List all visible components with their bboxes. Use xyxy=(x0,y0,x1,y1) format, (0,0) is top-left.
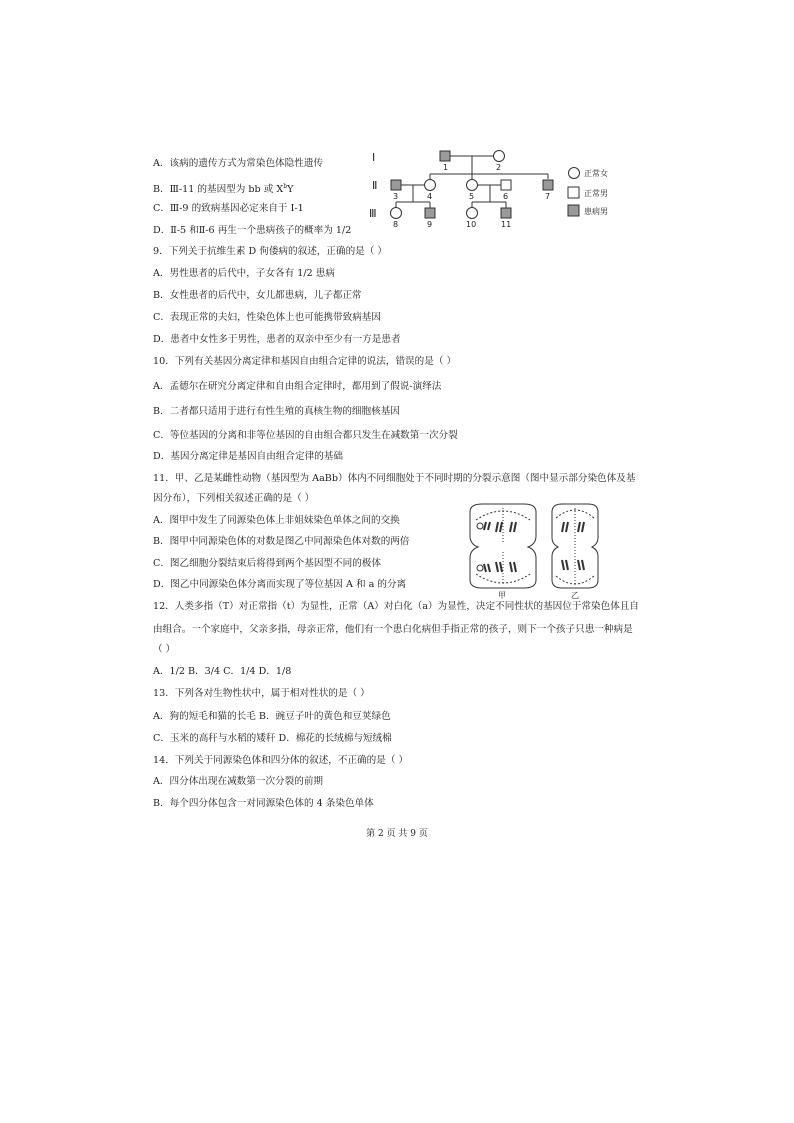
pedigree-individual-5 xyxy=(467,180,478,191)
q11-stem-1: 11．甲、乙是某雌性动物（基因型为 AaBb）体内不同细胞处于不同时期的分裂示意图（图中显示部分染色体及基 xyxy=(153,473,636,484)
q8-option-c: C．Ⅲ-9 的致病基因必定来自于 Ⅰ-1 xyxy=(153,203,304,214)
q8-option-b-text: B．Ⅲ-11 的基因型为 bb 或 X xyxy=(153,184,284,196)
q9-stem: 9．下列关于抗维生素 D 佝偻病的叙述，正确的是（ ） xyxy=(153,246,388,257)
q11-option-b: B．图甲中同源染色体的对数是图乙中同源染色体对数的两倍 xyxy=(153,536,410,547)
q8-option-d: D．Ⅱ-5 和Ⅱ-6 再生一个患病孩子的概率为 1/2 xyxy=(153,225,352,236)
pedigree-individual-6 xyxy=(501,180,511,190)
q9-option-c: C．表现正常的夫妇，性染色体上也可能携带致病基因 xyxy=(153,312,381,323)
label-4: 4 xyxy=(427,192,433,201)
pedigree-individual-9 xyxy=(425,208,435,218)
legend-affected-male: 患病男 xyxy=(584,207,608,216)
q9-option-d: D．患者中女性多于男性，患者的双亲中至少有一方是患者 xyxy=(153,334,401,345)
gen-label-3: Ⅲ xyxy=(369,207,377,220)
chromosome-marker xyxy=(477,565,483,571)
q12-stem-3: （ ） xyxy=(153,644,176,655)
q10-option-d: D．基因分离定律是基因自由组合定律的基础 xyxy=(153,451,343,462)
pedigree-individual-3 xyxy=(391,180,401,190)
pedigree-individual-4 xyxy=(425,180,436,191)
q11-stem-2: 因分布），下列相关叙述正确的是（ ） xyxy=(153,493,315,504)
cell-jia xyxy=(470,504,536,588)
label-jia: 甲 xyxy=(498,591,506,600)
legend-square-icon xyxy=(568,187,579,198)
cell-division-figure xyxy=(462,500,602,600)
q10-option-a: A．孟德尔在研究分离定律和自由组合定律时，都用到了假说-演绎法 xyxy=(153,381,442,392)
q13-options-ab: A．狗的短毛和猫的长毛 B．豌豆子叶的黄色和豆荚绿色 xyxy=(153,711,391,722)
legend-filled-square-icon xyxy=(568,205,579,216)
label-3: 3 xyxy=(393,192,399,201)
q13-options-cd: C．玉米的高秆与水稻的矮秆 D．棉花的长绒棉与短绒棉 xyxy=(153,733,392,744)
legend-circle-icon xyxy=(569,168,580,179)
pedigree-individual-1 xyxy=(440,151,450,161)
label-8: 8 xyxy=(393,220,399,229)
pedigree-individual-11 xyxy=(501,208,511,218)
q11-option-a: A．图甲中发生了同源染色体上非姐妹染色单体之间的交换 xyxy=(153,515,400,526)
gen-label-1: Ⅰ xyxy=(372,151,376,164)
pedigree-individual-2 xyxy=(494,151,505,162)
pedigree-individual-7 xyxy=(543,180,553,190)
legend-normal-male: 正常男 xyxy=(584,189,608,198)
q14-option-b: B．每个四分体包含一对同源染色体的 4 条染色单体 xyxy=(153,798,374,809)
label-9: 9 xyxy=(427,220,433,229)
cell-yi xyxy=(552,504,598,588)
q8-option-b xyxy=(153,181,293,196)
pedigree-chart xyxy=(368,146,628,232)
q11-option-c: C．图乙细胞分裂结束后将得到两个基因型不同的极体 xyxy=(153,558,381,569)
pedigree-individual-8 xyxy=(391,208,402,219)
pedigree-individual-10 xyxy=(467,208,478,219)
q8-option-b-sup: b xyxy=(283,183,288,190)
q10-option-b: B．二者都只适用于进行有性生殖的真核生物的细胞核基因 xyxy=(153,406,400,417)
q14-option-a: A．四分体出现在减数第一次分裂的前期 xyxy=(153,776,324,787)
page-footer: 第 2 页 共 9 页 xyxy=(366,829,428,839)
q12-stem-1: 12．人类多指（T）对正常指（t）为显性，正常（A）对白化（a）为显性，决定不同性状的基因位于常染色体且自 xyxy=(153,601,640,612)
q8-option-a: A．该病的遗传方式为常染色体隐性遗传 xyxy=(153,158,324,169)
label-yi: 乙 xyxy=(571,591,579,600)
gen-label-2: Ⅱ xyxy=(372,179,378,192)
chromosome-marker xyxy=(477,523,483,529)
q9-option-b: B．女性患者的后代中，女儿都患病，儿子都正常 xyxy=(153,290,362,301)
label-10: 10 xyxy=(466,220,477,229)
label-11: 11 xyxy=(501,220,512,229)
label-5: 5 xyxy=(469,192,475,201)
label-6: 6 xyxy=(503,192,509,201)
q13-stem: 13．下列各对生物性状中，属于相对性状的是（ ） xyxy=(153,688,370,699)
q12-options: A．1/2 B．3/4 C．1/4 D．1/8 xyxy=(153,666,292,677)
label-1: 1 xyxy=(443,163,449,172)
q14-stem: 14．下列关于同源染色体和四分体的叙述，不正确的是（ ） xyxy=(153,755,409,766)
label-2: 2 xyxy=(496,163,502,172)
q12-stem-2: 由组合。一个家庭中，父亲多指，母亲正常，他们有一个患白化病但手指正常的孩子，则下一个孩子只患一种病是 xyxy=(153,624,633,635)
q8-option-b-tail: Y xyxy=(287,184,294,196)
q9-option-a: A．男性患者的后代中，子女各有 1/2 患病 xyxy=(153,268,335,279)
q11-option-d: D．图乙中同源染色体分离而实现了等位基因 A 和 a 的分离 xyxy=(153,579,407,590)
q10-option-c: C．等位基因的分离和非等位基因的自由组合都只发生在减数第一次分裂 xyxy=(153,430,458,441)
q10-stem: 10．下列有关基因分离定律和基因自由组合定律的说法，错误的是（ ） xyxy=(153,356,457,367)
label-7: 7 xyxy=(545,192,551,201)
legend-normal-female: 正常女 xyxy=(584,169,608,178)
